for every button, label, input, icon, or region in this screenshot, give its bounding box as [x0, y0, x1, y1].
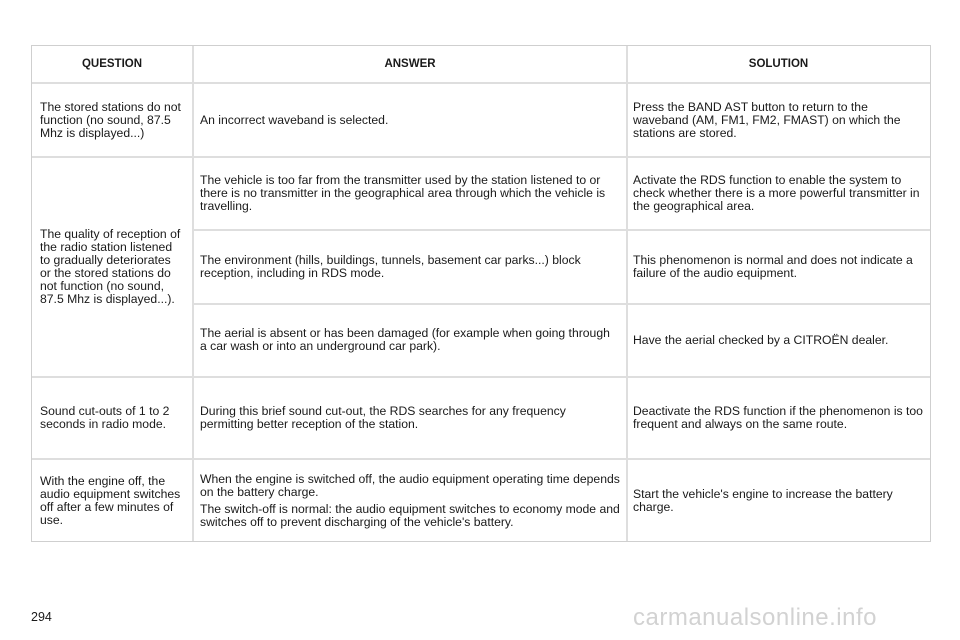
- sub-rows: [194, 158, 930, 376]
- answer-cell: The aerial is absent or has been damaged (for example when going through a car wash or into an underground car park).: [194, 305, 628, 376]
- troubleshooting-table: [31, 45, 931, 542]
- header-question: QUESTION: [32, 46, 194, 82]
- question-cell: Sound cut-outs of 1 to 2 seconds in radio mode.: [32, 378, 194, 458]
- header-answer: ANSWER: [194, 46, 628, 82]
- question-cell: The quality of reception of the radio station listened to gradually deteriorates or the stored stations do not function (no sound, 87.5 Mhz is displayed...).: [32, 158, 194, 376]
- page-number: 294: [31, 610, 52, 624]
- table-row: [32, 376, 930, 458]
- table-subrow: [194, 303, 930, 376]
- table-header-row: [32, 46, 930, 82]
- answer-cell: The vehicle is too far from the transmitter used by the station listened to or there is no transmitter in the geographical area through which the vehicle is travelling.: [194, 158, 628, 229]
- watermark: carmanualsonline.info: [633, 604, 877, 631]
- answer-paragraph: When the engine is switched off, the audio equipment operating time depends on the battery charge.: [200, 471, 620, 499]
- header-solution: SOLUTION: [748, 57, 809, 70]
- table-row: [32, 458, 930, 541]
- solution-cell: Have the aerial checked by a CITROËN dealer.: [633, 332, 889, 347]
- table-subrow: [194, 229, 930, 302]
- answer-paragraph: The switch-off is normal: the audio equipment switches to economy mode and switches off to prevent discharging of the vehicle's battery.: [200, 501, 620, 529]
- answer-cell: The environment (hills, buildings, tunnels, basement car parks...) block reception, including in RDS mode.: [194, 231, 628, 302]
- question-cell: With the engine off, the audio equipment switches off after a few minutes of use.: [32, 460, 194, 541]
- solution-cell: Press the BAND AST button to return to the waveband (AM, FM1, FM2, FMAST) on which the stations are stored.: [633, 99, 901, 140]
- solution-cell: Start the vehicle's engine to increase the battery charge.: [633, 486, 893, 514]
- answer-cell: An incorrect waveband is selected.: [194, 84, 628, 156]
- table-subrow: [194, 158, 930, 229]
- answer-cell: During this brief sound cut-out, the RDS searches for any frequency permitting better reception of the station.: [194, 378, 628, 458]
- table-row: [32, 82, 930, 156]
- solution-cell: This phenomenon is normal and does not indicate a failure of the audio equipment.: [633, 252, 913, 280]
- solution-cell: Activate the RDS function to enable the system to check whether there is a more powerful transmitter in the geographical area.: [633, 173, 920, 214]
- question-cell: The stored stations do not function (no sound, 87.5 Mhz is displayed...): [32, 84, 194, 156]
- table-row-group: [32, 156, 930, 376]
- answer-cell: [194, 460, 628, 541]
- solution-cell: Deactivate the RDS function if the phenomenon is too frequent and always on the same route.: [633, 404, 923, 431]
